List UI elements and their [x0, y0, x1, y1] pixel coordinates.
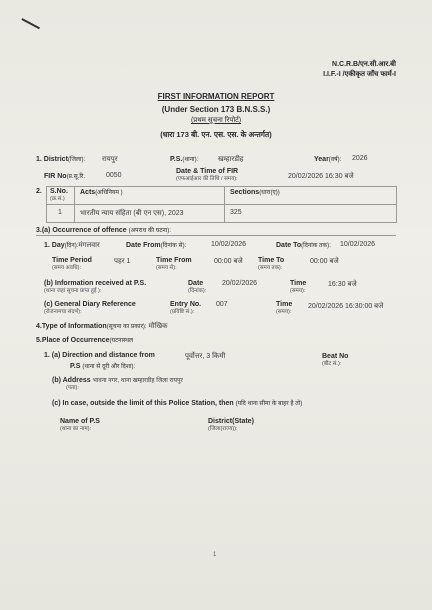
time-to-label: Time To (समय तक): — [258, 257, 285, 271]
info-received-date-label: Date (दिनांक): — [188, 280, 207, 294]
fir-no-label: FIR No(प्र.सू.रि. — [44, 173, 86, 180]
day-label: 1. Day(दिन):मंगलवार — [44, 242, 100, 249]
fir-date-label: Date & Time of FIR (एफआईआर की तिथि / समय): — [176, 168, 239, 182]
year-label: Year(वर्ष): — [314, 156, 342, 163]
date-to-label: Date To(दिनांक तक): — [276, 242, 331, 249]
acts-section-number: 2. — [36, 188, 42, 195]
district-value: रायपुर — [102, 156, 118, 163]
time-period-value: पहर 1 — [114, 258, 131, 265]
place-heading: 5.Place of Occurrence(घटनास्थल — [36, 337, 134, 344]
name-ps-label: Name of P.S (थाना का नाम): — [60, 418, 100, 432]
district-label: 1. District(जिला): — [36, 156, 86, 163]
acts-row-section: 325 — [230, 209, 242, 216]
time-to-value: 00:00 बजे — [310, 258, 339, 265]
time-period-label: Time Period (समय अवधि): — [52, 257, 92, 271]
pen-mark — [22, 18, 40, 29]
gd-time-value: 20/02/2026 16:30:00 बजे — [308, 303, 384, 310]
direction-ps-label: P.S (थाना से दूरी और दिशा): — [70, 363, 136, 370]
acts-table-bottom — [46, 222, 396, 223]
report-title: FIRST INFORMATION REPORT — [157, 92, 275, 101]
time-from-value: 00:00 बजे — [214, 258, 243, 265]
direction-value: पूर्वोत्तर, 3 किमी — [185, 353, 226, 360]
district-state-label: District(State) (जिला(राज्य)): — [208, 418, 254, 432]
fir-no-value: 0050 — [106, 172, 122, 179]
form-label: I.I.F.-I /एकीकृत जाँच फार्म-I — [323, 71, 396, 78]
info-type-label: 4.Type of Information(सूचना का प्रकार): मौखिक — [36, 323, 168, 330]
report-title-hindi: (प्रथम सूचना रिपोर्ट) — [190, 117, 242, 124]
info-received-time-label: Time (समय): — [290, 280, 307, 294]
report-section-hindi: (धारा 173 बी. एन. एस. एस. के अन्तर्गत) — [160, 130, 272, 139]
ps-value: खम्हारडीह — [218, 156, 244, 163]
occurrence-heading: 3.(a) Occurrence of offence (अपराध की घटना): — [36, 227, 171, 234]
info-received-label: (b) Information received at P.S. (थाना जहां सूचना प्राप्त हुई ): — [44, 280, 147, 294]
acts-header-sections: Sections(धारा(ए)) — [230, 189, 280, 196]
report-subtitle: (Under Section 173 B.N.S.S.) — [161, 105, 271, 114]
acts-row-act: भारतीय न्याय संहिता (बी एन एस), 2023 — [80, 210, 184, 217]
address-label: (b) Address भावना नगर, थाना खम्हारडीह जिला रायपुर (पता): — [52, 377, 183, 391]
gd-reference-label: (c) General Diary Reference (रोजनामचा संदर्भ): — [44, 301, 136, 315]
acts-table-top — [46, 186, 396, 187]
acts-header-sno: S.No. (क्र.सं.) — [50, 188, 68, 202]
gd-entry-value: 007 — [216, 301, 228, 308]
date-from-value: 10/02/2026 — [211, 241, 247, 248]
acts-header-acts: Acts(अधिनियम ) — [80, 189, 123, 196]
beat-no-label: Beat No (बीट सं.): — [322, 353, 349, 367]
fir-date-value: 20/02/2026 16:30 बजे — [288, 173, 354, 180]
acts-table-mid — [46, 204, 396, 205]
gd-entry-label: Entry No. (प्रविष्टि सं.): — [170, 301, 202, 315]
acts-row-sno: 1 — [58, 209, 62, 216]
time-from-label: Time From (समय से): — [156, 257, 192, 271]
ps-label: P.S.(थाना): — [170, 156, 199, 163]
gd-time-label: Time (समय): — [276, 301, 293, 315]
direction-label: 1. (a) Direction and distance from — [44, 352, 155, 359]
page-number: 1 — [213, 552, 217, 558]
outside-limit-label: (c) In case, outside the limit of this Police Station, then (यदि थाना सीमा के बाहर है तो) — [52, 400, 303, 407]
date-from-label: Date From(दिनांक से): — [126, 242, 187, 249]
ncrb-label: N.C.R.B/एन.सी.आर.बी — [332, 61, 396, 68]
info-received-date-value: 20/02/2026 — [222, 280, 258, 287]
info-received-time-value: 16:30 बजे — [328, 281, 357, 288]
date-to-value: 10/02/2026 — [340, 241, 376, 248]
year-value: 2026 — [352, 155, 368, 162]
